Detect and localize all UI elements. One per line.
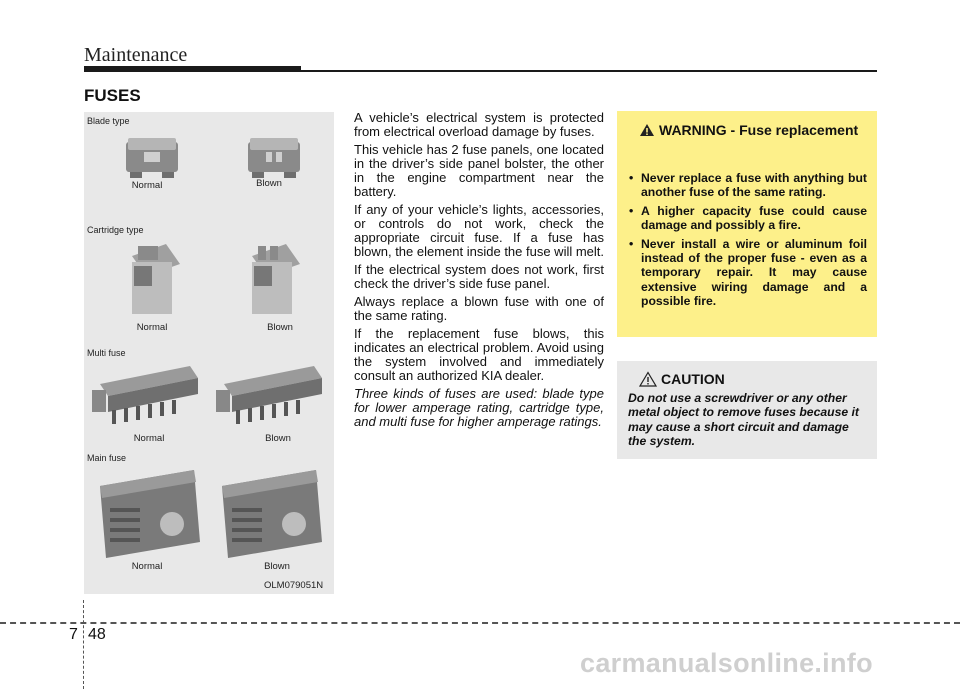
figure-code: OLM079051N bbox=[264, 580, 324, 591]
watermark: carmanualsonline.info bbox=[580, 648, 873, 678]
multi-normal-caption: Normal bbox=[133, 433, 165, 444]
body-text bbox=[354, 111, 604, 433]
footer-vertical-rule bbox=[83, 600, 84, 689]
warning-box bbox=[617, 111, 877, 337]
main-fuse-label: Main fuse bbox=[87, 453, 127, 463]
multi-fuse-blown-image bbox=[214, 364, 326, 428]
warning-title bbox=[659, 123, 873, 138]
warning-triangle-icon bbox=[639, 123, 655, 137]
header-rule-thin bbox=[301, 70, 877, 72]
fuse-figure bbox=[84, 112, 334, 594]
body-paragraph: A vehicle’s electrical system is protected from electrical overload damage by fuses. bbox=[354, 110, 604, 139]
body-paragraph: Always replace a blown fuse with one of the same rating. bbox=[354, 294, 604, 323]
warning-item: • Never install a wire or aluminum foil instead of the proper fuse - even as a temporary repair. It may cause extensive wiring damage and a possible fire. bbox=[629, 237, 867, 309]
warning-title-main: WARNING bbox=[659, 122, 727, 138]
body-paragraph: If the replacement fuse blows, this indicates an electrical problem. Avoid using the system involved and immediately consult an authorized KIA dealer. bbox=[354, 326, 604, 383]
blade-normal-caption: Normal bbox=[131, 180, 163, 191]
cartridge-fuse-blown-image bbox=[244, 242, 304, 318]
main-fuse-normal-image bbox=[94, 468, 204, 560]
blade-blown-caption: Blown bbox=[256, 178, 282, 189]
warning-item: • Never replace a fuse with anything but another fuse of the same rating. bbox=[629, 171, 867, 200]
multi-fuse-label: Multi fuse bbox=[87, 348, 126, 358]
main-fuse-blown-image bbox=[216, 468, 326, 560]
header-rule-thick bbox=[84, 66, 301, 72]
multi-fuse-normal-image bbox=[90, 364, 202, 428]
cartridge-fuse-normal-image bbox=[124, 242, 184, 318]
blade-type-label: Blade type bbox=[87, 116, 130, 126]
main-normal-caption: Normal bbox=[131, 561, 163, 572]
warning-item: • A higher capacity fuse could cause damage and possibly a fire. bbox=[629, 204, 867, 233]
body-paragraph: If any of your vehicle’s lights, accessories, or controls do not work, check the appropriate circuit fuse. If a fuse has blown, the element inside the fuse will melt. bbox=[354, 202, 605, 259]
warning-title-sub: - Fuse replacement bbox=[726, 122, 859, 138]
cartridge-type-label: Cartridge type bbox=[87, 225, 144, 235]
caution-triangle-icon bbox=[639, 371, 657, 387]
blade-fuse-blown-image bbox=[246, 136, 302, 178]
blade-fuse-normal-image bbox=[124, 136, 180, 178]
page-chapter: 7 bbox=[69, 626, 78, 643]
header-title: Maintenance bbox=[84, 44, 188, 66]
cartridge-normal-caption: Normal bbox=[136, 322, 168, 333]
section-title: FUSES bbox=[84, 86, 141, 105]
body-paragraph: This vehicle has 2 fuse panels, one located in the driver’s side panel bolster, the other in the engine compartment near the battery. bbox=[354, 142, 604, 199]
page-number: 48 bbox=[88, 626, 106, 643]
warning-list bbox=[629, 171, 867, 313]
body-paragraph: If the electrical system does not work, first check the driver’s side fuse panel. bbox=[354, 262, 604, 291]
cartridge-blown-caption: Blown bbox=[267, 322, 293, 333]
main-blown-caption: Blown bbox=[264, 561, 290, 572]
caution-title: CAUTION bbox=[661, 371, 725, 387]
footer-dashed-rule bbox=[0, 622, 960, 624]
caution-box bbox=[617, 361, 877, 459]
caution-body: Do not use a screwdriver or any other metal object to remove fuses because it may cause a short circuit and damage the system. bbox=[628, 391, 859, 449]
body-paragraph-italic: Three kinds of fuses are used: blade type for lower amperage rating, cartridge type, and multi fuse for higher amperage ratings. bbox=[354, 386, 604, 429]
multi-blown-caption: Blown bbox=[265, 433, 291, 444]
